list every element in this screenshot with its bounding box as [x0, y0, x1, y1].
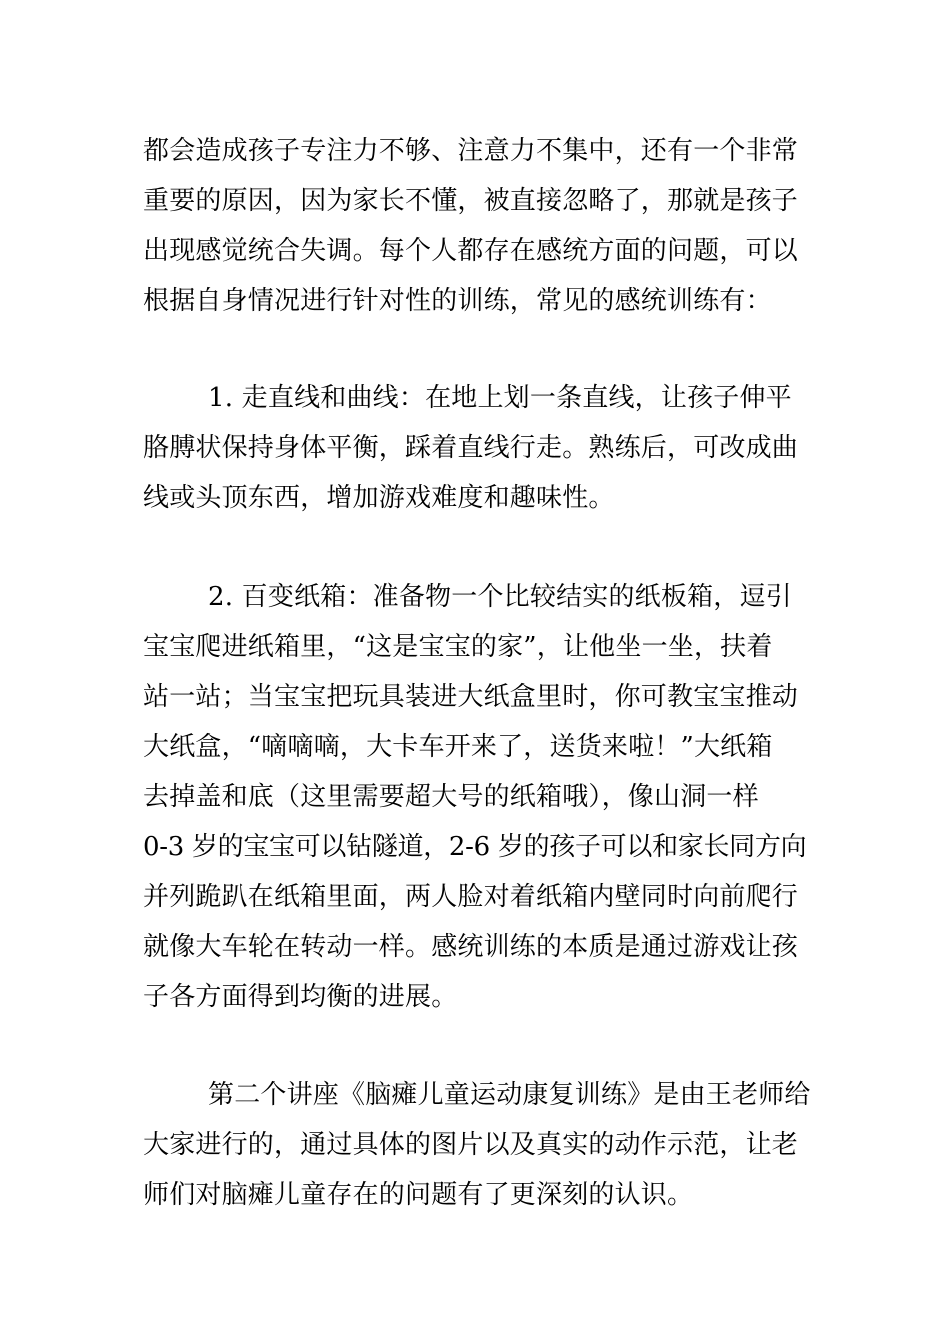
text-line: 线或头顶东西，增加游戏难度和趣味性。: [143, 483, 615, 513]
text-line: 就像大车轮在转动一样。感统训练的本质是通过游戏让孩: [143, 932, 799, 962]
text-line: 都会造成孩子专注力不够、注意力不集中，还有一个非常: [143, 136, 799, 166]
text-line: 0-3 岁的宝宝可以钻隧道，2-6 岁的孩子可以和家长同方向: [143, 832, 807, 862]
text-line: 第二个讲座《脑瘫儿童运动康复训练》是由王老师给: [208, 1080, 811, 1110]
text-line: 并列跪趴在纸箱里面，两人脸对着纸箱内壁同时向前爬行: [143, 882, 799, 912]
text-line: 胳膊状保持身体平衡，踩着直线行走。熟练后，可改成曲: [143, 433, 799, 463]
text-line: 2. 百变纸箱：准备物一个比较结实的纸板箱，逗引: [208, 582, 792, 612]
text-line: 根据自身情况进行针对性的训练，常见的感统训练有：: [143, 286, 772, 316]
text-line: 子各方面得到均衡的进展。: [143, 982, 458, 1012]
text-line: 宝宝爬进纸箱里，“这是宝宝的家”，让他坐一坐，扶着: [143, 632, 773, 662]
text-line: 去掉盖和底（这里需要超大号的纸箱哦），像山洞一样: [143, 782, 759, 812]
text-line: 出现感觉统合失调。每个人都存在感统方面的问题，可以: [143, 236, 799, 266]
text-line: 站一站；当宝宝把玩具装进大纸盒里时，你可教宝宝推动: [143, 682, 799, 712]
text-line: 师们对脑瘫儿童存在的问题有了更深刻的认识。: [143, 1180, 694, 1210]
text-line: 1. 走直线和曲线：在地上划一条直线，让孩子伸平: [208, 383, 792, 413]
text-line: 大纸盒，“嘀嘀嘀，大卡车开来了，送货来啦！”大纸箱: [143, 732, 773, 762]
text-line: 大家进行的，通过具体的图片以及真实的动作示范，让老: [143, 1130, 799, 1160]
text-line: 重要的原因，因为家长不懂，被直接忽略了，那就是孩子: [143, 186, 799, 216]
